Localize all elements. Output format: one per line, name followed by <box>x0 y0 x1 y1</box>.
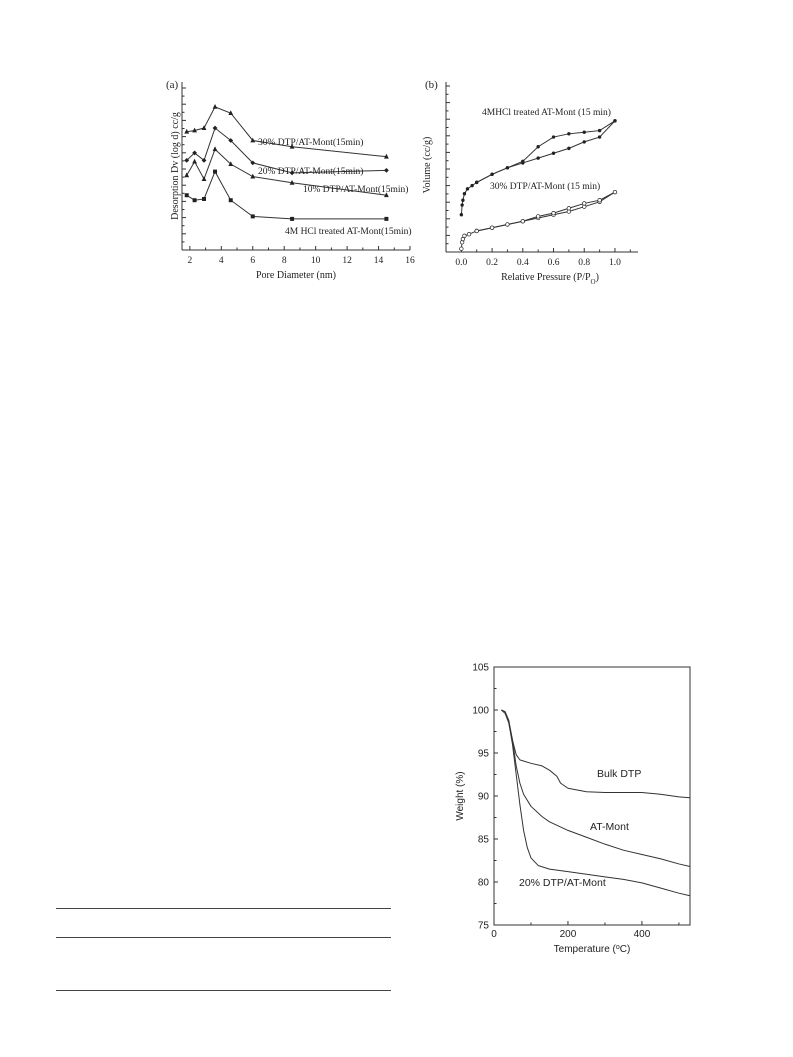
table-top-rule <box>56 908 391 909</box>
data-point <box>251 214 255 218</box>
x-tick-label: 0.6 <box>547 258 560 268</box>
y-tick-label: 75 <box>477 920 489 932</box>
data-point <box>567 132 570 135</box>
series-line-at-mont <box>501 710 690 867</box>
chart-b <box>420 70 645 305</box>
series-label: 4MHCl treated AT-Mont (15 min) <box>482 108 611 118</box>
data-point <box>583 140 586 143</box>
data-point <box>213 146 218 151</box>
y-axis-label: Weight (%) <box>455 771 466 821</box>
series-label: 10% DTP/AT-Mont(15min) <box>303 185 409 195</box>
data-point <box>490 226 494 230</box>
series-line-30-dtp-at-mont-15-min-adsorption <box>461 192 615 249</box>
data-point <box>213 170 217 174</box>
x-tick-label: 0 <box>491 929 497 940</box>
x-tick-label: 10 <box>310 256 321 266</box>
data-point <box>506 166 509 169</box>
x-axis-label: Pore Diameter (nm) <box>256 270 336 281</box>
data-point <box>567 206 571 210</box>
series-line-bulk-dtp <box>501 710 690 798</box>
data-point <box>202 197 206 201</box>
data-point <box>384 217 388 221</box>
data-point <box>463 192 466 195</box>
data-point <box>470 184 473 187</box>
series-line-30-dtp-at-mont-15min <box>187 107 387 157</box>
panel-label-a: (a) <box>166 79 179 91</box>
x-tick-label: 1.0 <box>609 258 621 268</box>
data-point <box>536 215 540 219</box>
series-line-30-dtp-at-mont-15-min-desorption <box>477 192 615 231</box>
series-label: 20% DTP/AT-Mont(15min) <box>258 167 364 177</box>
data-point <box>460 213 463 216</box>
data-point <box>290 217 294 221</box>
x-tick-label: 0.4 <box>516 258 529 268</box>
data-point <box>467 232 471 236</box>
series-label: 30% DTP/AT-Mont (15 min) <box>490 182 601 192</box>
data-point <box>583 130 586 133</box>
y-axis-label: Volume (cc/g) <box>422 136 433 194</box>
table-header-rule <box>56 937 391 938</box>
data-point <box>460 247 464 251</box>
x-tick-label: 8 <box>281 256 287 266</box>
data-point <box>536 156 539 159</box>
data-point <box>552 152 555 155</box>
data-point <box>521 160 524 163</box>
data-point <box>475 181 478 184</box>
data-point <box>506 223 510 227</box>
data-point <box>567 147 570 150</box>
x-axis-label: Temperature ($^o$C) <box>553 943 631 955</box>
series-label: 4M HCl treated AT-Mont(15min) <box>285 227 412 237</box>
series-line-4m-hcl-treated-at-mont-15min <box>187 172 387 219</box>
x-tick-label: 0.0 <box>455 258 468 268</box>
data-point <box>490 173 493 176</box>
data-point <box>193 198 197 202</box>
data-point <box>475 229 479 233</box>
series-line-4mhcl-treated-at-mont-15-min-adsorption <box>461 121 615 215</box>
data-point <box>552 135 555 138</box>
data-point <box>613 119 616 122</box>
series-line-4mhcl-treated-at-mont-15-min-desorption <box>477 121 615 183</box>
data-point <box>582 202 586 206</box>
x-tick-label: 200 <box>559 929 577 940</box>
x-tick-label: 0.2 <box>486 258 499 268</box>
series-label: Bulk DTP <box>597 768 642 780</box>
data-point <box>613 190 617 194</box>
y-axis-label: Desorption Dv (log d) cc/g <box>170 112 181 220</box>
y-tick-label: 90 <box>477 791 489 803</box>
data-point <box>384 168 389 173</box>
x-axis-label: Relative Pressure $(P/P_O)$ <box>501 272 599 286</box>
panel-label-b: (b) <box>425 79 438 91</box>
x-tick-label: 14 <box>373 256 384 266</box>
data-point <box>466 187 469 190</box>
chart-tga <box>450 655 700 965</box>
x-tick-label: 16 <box>405 256 415 266</box>
series-label: 20% DTP/AT-Mont <box>519 877 606 889</box>
data-point <box>463 234 467 238</box>
y-tick-label: 105 <box>472 662 489 674</box>
data-point <box>192 159 197 164</box>
x-tick-label: 0.8 <box>578 258 591 268</box>
data-point <box>598 198 602 202</box>
data-point <box>460 203 463 206</box>
y-tick-label: 85 <box>477 834 489 846</box>
data-point <box>229 198 233 202</box>
data-point <box>536 145 539 148</box>
data-point <box>521 219 525 223</box>
series-label: 30% DTP/AT-Mont(15min) <box>258 138 364 148</box>
chart-a <box>150 70 420 295</box>
x-tick-label: 12 <box>342 256 352 266</box>
data-point <box>213 104 218 109</box>
series-line-20-dtp-at-mont <box>501 710 690 896</box>
data-point <box>598 135 601 138</box>
y-tick-label: 80 <box>477 877 489 889</box>
data-point <box>598 129 601 132</box>
data-point <box>461 198 464 201</box>
data-point <box>552 211 556 215</box>
table-bottom-rule <box>56 990 391 991</box>
x-tick-label: 6 <box>250 256 256 266</box>
y-tick-label: 100 <box>472 705 489 717</box>
data-point <box>185 193 189 197</box>
y-tick-label: 95 <box>477 748 489 760</box>
series-label: AT-Mont <box>590 821 629 833</box>
x-tick-label: 4 <box>218 256 224 266</box>
x-tick-label: 400 <box>633 929 651 940</box>
x-tick-label: 2 <box>187 256 193 266</box>
